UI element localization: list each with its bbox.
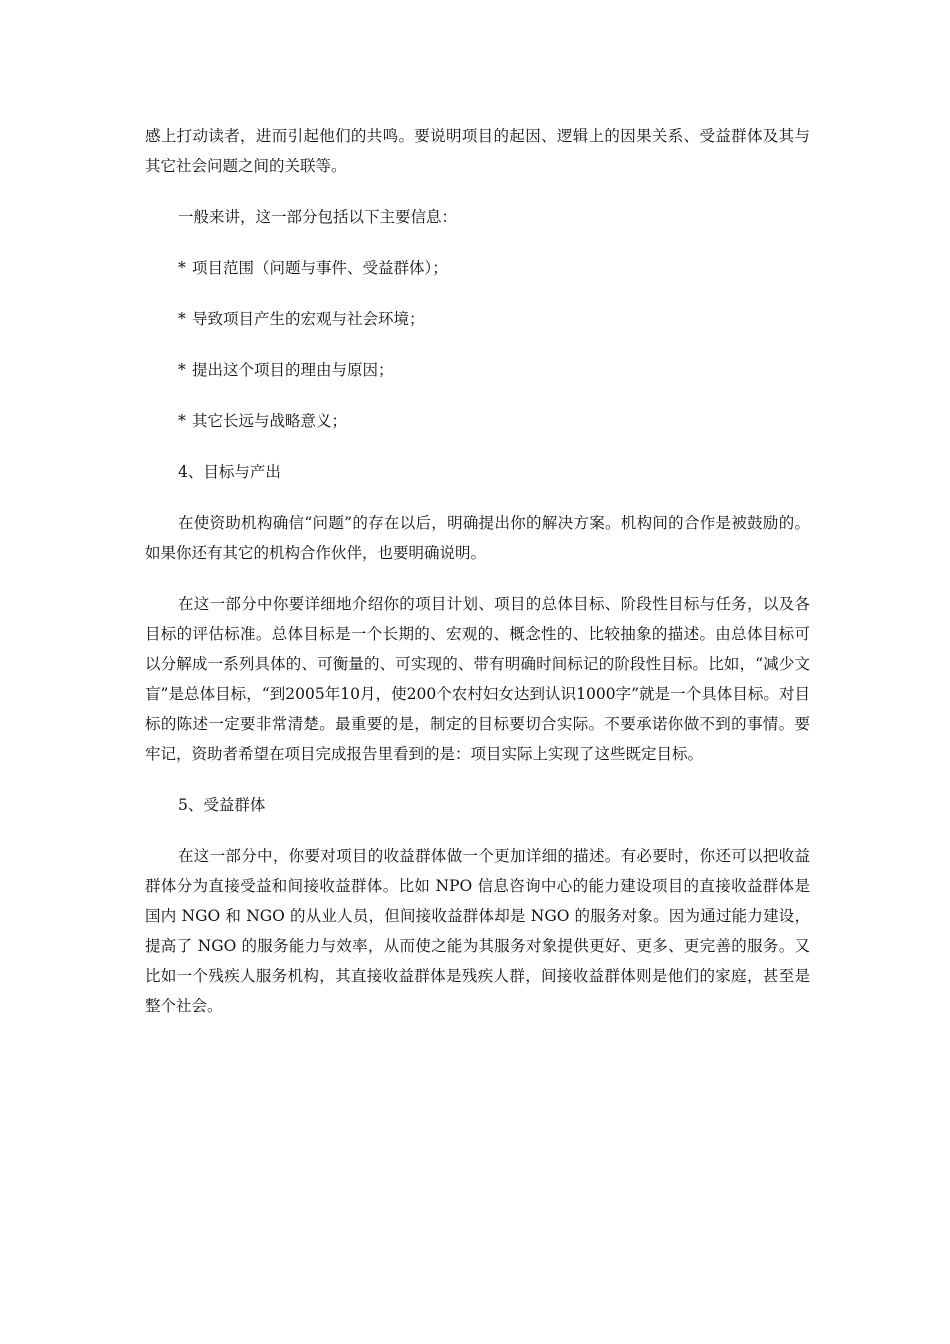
bullet-item: [145, 304, 810, 334]
document-body: [145, 121, 810, 1042]
bullet-item: [145, 406, 810, 436]
bullet-mark: *: [178, 259, 186, 277]
bullet-item: [145, 253, 810, 283]
summary-lead-paragraph: 一般来讲，这一部分包括以下主要信息：: [178, 208, 458, 226]
bullet-mark: *: [178, 361, 186, 379]
intro-continuation-paragraph: 感上打动读者，进而引起他们的共鸣。要说明项目的起因、逻辑上的因果关系、受益群体及其与其它社会问题之间的关联等。: [145, 127, 810, 175]
bullet-text: 项目范围（问题与事件、受益群体）；: [192, 259, 448, 277]
bullet-text: 提出这个项目的理由与原因；: [192, 361, 394, 379]
bullet-mark: *: [178, 412, 186, 430]
bullet-text: 导致项目产生的宏观与社会环境；: [192, 310, 425, 328]
section-5-heading: 5、受益群体: [178, 796, 266, 814]
bullet-mark: *: [178, 310, 186, 328]
bullet-text: 其它长远与战略意义；: [192, 412, 348, 430]
bullet-item: [145, 355, 810, 385]
section-4-paragraph-2: 在这一部分中你要详细地介绍你的项目计划、项目的总体目标、阶段性目标与任务，以及各目标的评估标准。总体目标是一个长期的、宏观的、概念性的、比较抽象的描述。由总体目标可以分解成一系列具体的、可衡量的、可实现的、带有明确时间标记的阶段性目标。比如，“减少文盲”是总体目标，“到2005年10月，使200个农村妇女达到认识1000字”就是一个具体目标。对目标的陈述一定要非常清楚。最重要的是，制定的目标要切合实际。不要承诺你做不到的事情。要牢记，资助者希望在项目完成报告里看到的是：项目实际上实现了这些既定目标。: [145, 595, 810, 763]
section-4-paragraph-1: 在使资助机构确信“问题”的存在以后，明确提出你的解决方案。机构间的合作是被鼓励的。如果你还有其它的机构合作伙伴，也要明确说明。: [145, 514, 810, 562]
section-4-heading: 4、目标与产出: [178, 463, 281, 481]
section-5-paragraph-1: 在这一部分中，你要对项目的收益群体做一个更加详细的描述。有必要时，你还可以把收益群体分为直接受益和间接收益群体。比如 NPO 信息咨询中心的能力建设项目的直接收益群体是国内 NGO 和 NGO 的从业人员，但间接收益群体却是 NGO 的服务对象。因为通过能力建设，提高了 NGO 的服务能力与效率，从而使之能为其服务对象提供更好、更多、更完善的服务。又比如一个残疾人服务机构，其直接收益群体是残疾人群，间接收益群体则是他们的家庭，甚至是整个社会。: [145, 847, 810, 1015]
